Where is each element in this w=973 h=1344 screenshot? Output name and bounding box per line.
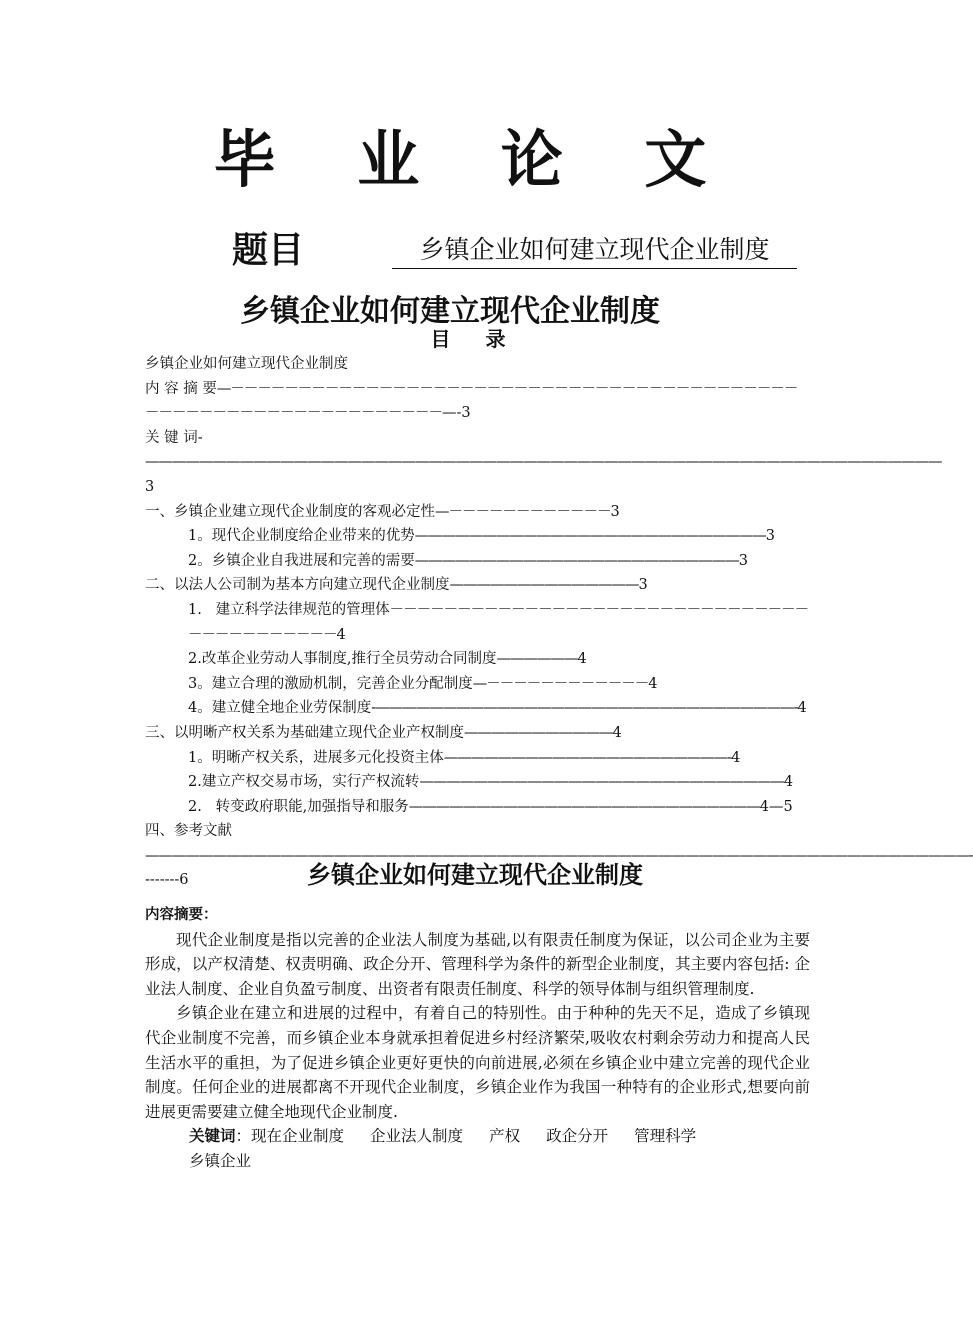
toc-entry-page: 4 (783, 774, 794, 791)
toc-leader: —－－－－－－－－－－－－ (435, 503, 611, 520)
toc-leader: —－－－－－－－－－－－－ (472, 675, 649, 692)
toc-entry-label: 2. 转变政府职能,加强指导和服务 (188, 798, 409, 815)
section-heading: 乡镇企业如何建立现代企业制度 (307, 860, 643, 889)
keyword: 政企分开 (546, 1127, 609, 1146)
toc-entry-label: 1。明晰产权关系，进展多元化投资主体 (188, 749, 444, 766)
toc-entry (145, 746, 810, 771)
toc-entry (145, 696, 810, 721)
toc-entry-page: 3 (638, 577, 648, 594)
toc-entry-page: 4 (731, 749, 741, 766)
toc-leader: —————————————————————————— (414, 528, 766, 545)
toc-entry-label: 1。现代企业制度给企业带来的优势 (188, 528, 415, 545)
toc-entry-label: 关 键 词 (145, 429, 198, 446)
document-title: 毕 业 论 文 (213, 123, 737, 196)
toc-entry-label: 2.建立产权交易市场，实行产权流转 (188, 774, 420, 791)
toc-entry (145, 598, 810, 647)
toc-subtitle: 乡镇企业如何建立现代企业制度 (145, 356, 348, 372)
toc-entry-label: 3。建立合理的激励机制，完善企业分配制度 (188, 675, 473, 692)
toc-entry (145, 524, 810, 549)
abstract-label: 内容摘要： (145, 906, 218, 923)
toc-entry (145, 647, 810, 672)
toc-leader: ——————————————————————————— (419, 774, 784, 791)
table-of-contents (145, 352, 973, 893)
toc-leader: ——————————— (464, 724, 613, 741)
toc-entry (145, 795, 810, 820)
keywords-separator: ： (235, 1127, 252, 1146)
toc-entry-page: 3 (610, 503, 620, 520)
toc-entry (145, 426, 943, 500)
topic-value: 乡镇企业如何建立现代企业制度 (392, 232, 797, 269)
toc-entry-page: —-3 (442, 405, 471, 422)
keywords-label: 关键词 (189, 1126, 236, 1146)
toc-leader: ———————————————————————— (414, 552, 739, 569)
keyword: 现在企业制度 (251, 1127, 345, 1146)
abstract (145, 903, 810, 1174)
toc-entry-page: 4 (612, 724, 622, 741)
toc-leader: -———————————————————————————————- (371, 700, 798, 717)
toc-entry-page: 4 (648, 675, 658, 692)
keyword: 产权 (489, 1127, 521, 1146)
toc-entry-label: 三、以明晰产权关系为基础建立现代企业产权制度 (145, 724, 464, 741)
keyword: 管理科学 (634, 1127, 697, 1146)
abstract-paragraph: 现代企业制度是指以完善的企业法人制度为基础,以有限责任制度为保证，以公司企业为主要形成，以产权清楚、权责明确、政企分开、管理科学为条件的新型企业制度，其主要内容包括: 企业法人制度、企业自负盈亏制度、出资者有限责任制度、科学的领导体制与组织管理制度. (145, 930, 810, 998)
toc-leader: —————————————— (449, 577, 639, 594)
toc-leader: —————————————————————- (443, 749, 732, 766)
toc-entry (145, 549, 810, 574)
toc-heading: 目 录 (430, 327, 520, 351)
toc-entry (145, 573, 810, 598)
toc-leader: —－－－－－－－－－－－－－－－－－－－－－－－－－－－－－－－－－－－－－－－－－－－－－－－－－－－－－－－－－－－－－－－－ (145, 380, 798, 422)
main-heading: 乡镇企业如何建立现代企业制度 (240, 294, 660, 329)
toc-entry-page: 4 (577, 651, 587, 668)
toc-entry-label: 2。乡镇企业自我进展和完善的需要 (188, 552, 415, 569)
toc-entry-label: 四、参考文献 (145, 823, 232, 840)
toc-entry-label: 4。建立健全地企业劳保制度 (188, 700, 372, 717)
toc-entry-page: --------6 (145, 847, 973, 889)
toc-entry-page: —3 (145, 454, 943, 495)
keywords (145, 1124, 810, 1173)
toc-leader: ————————————————————————————————————————————————————————————— (145, 847, 969, 864)
toc-entry-label: 二、以法人公司制为基本方向建立现代企业制度 (145, 577, 450, 594)
toc-entry-label: 2.改革企业劳动人事制度,推行全员劳动合同制度 (188, 651, 497, 668)
toc-entry (145, 672, 810, 697)
toc-leader: —————————————————————————— (408, 798, 760, 815)
toc-entry (145, 500, 810, 525)
toc-entry-label: 一、乡镇企业建立现代企业制度的客观必定性 (145, 503, 435, 520)
toc-entry-page: 4 (336, 626, 346, 643)
toc-leader: -—————————————————————————————————————————————————————————— (145, 429, 928, 471)
toc-entry-page: 3 (765, 528, 775, 545)
toc-leader: —————— (496, 651, 578, 668)
toc-entry-page: 4—5 (759, 798, 793, 815)
toc-entry (145, 377, 810, 426)
toc-entry (145, 721, 810, 746)
topic-label: 题目 (232, 229, 305, 271)
keyword: 企业法人制度 (370, 1127, 464, 1146)
toc-entry (145, 770, 810, 795)
toc-entry-label: 内 容 摘 要 (145, 380, 217, 397)
toc-entry-label: 1. 建立科学法律规范的管理体 (188, 601, 390, 618)
toc-leader: －－－－－－－－－－－－－－－－－－－－－－－－－－－－－－－－－－－－－－－－－－ (188, 601, 809, 643)
toc-entry-page: 3 (738, 552, 748, 569)
toc-entry-page: 4 (797, 700, 807, 717)
keyword: 乡镇企业 (189, 1151, 252, 1170)
abstract-paragraph: 乡镇企业在建立和进展的过程中，有着自己的特别性。由于种种的先天不足，造成了乡镇现代企业制度不完善，而乡镇企业本身就承担着促进乡村经济繁荣,吸收农村剩余劳动力和提高人民生活水平的重担，为了促进乡镇企业更好更快的向前进展,必须在乡镇企业中建立完善的现代企业制度。任何企业的进展都离不开现代企业制度，乡镇企业作为我国一种特有的企业形式,想要向前进展更需要建立健全地现代企业制度. (145, 1004, 810, 1121)
